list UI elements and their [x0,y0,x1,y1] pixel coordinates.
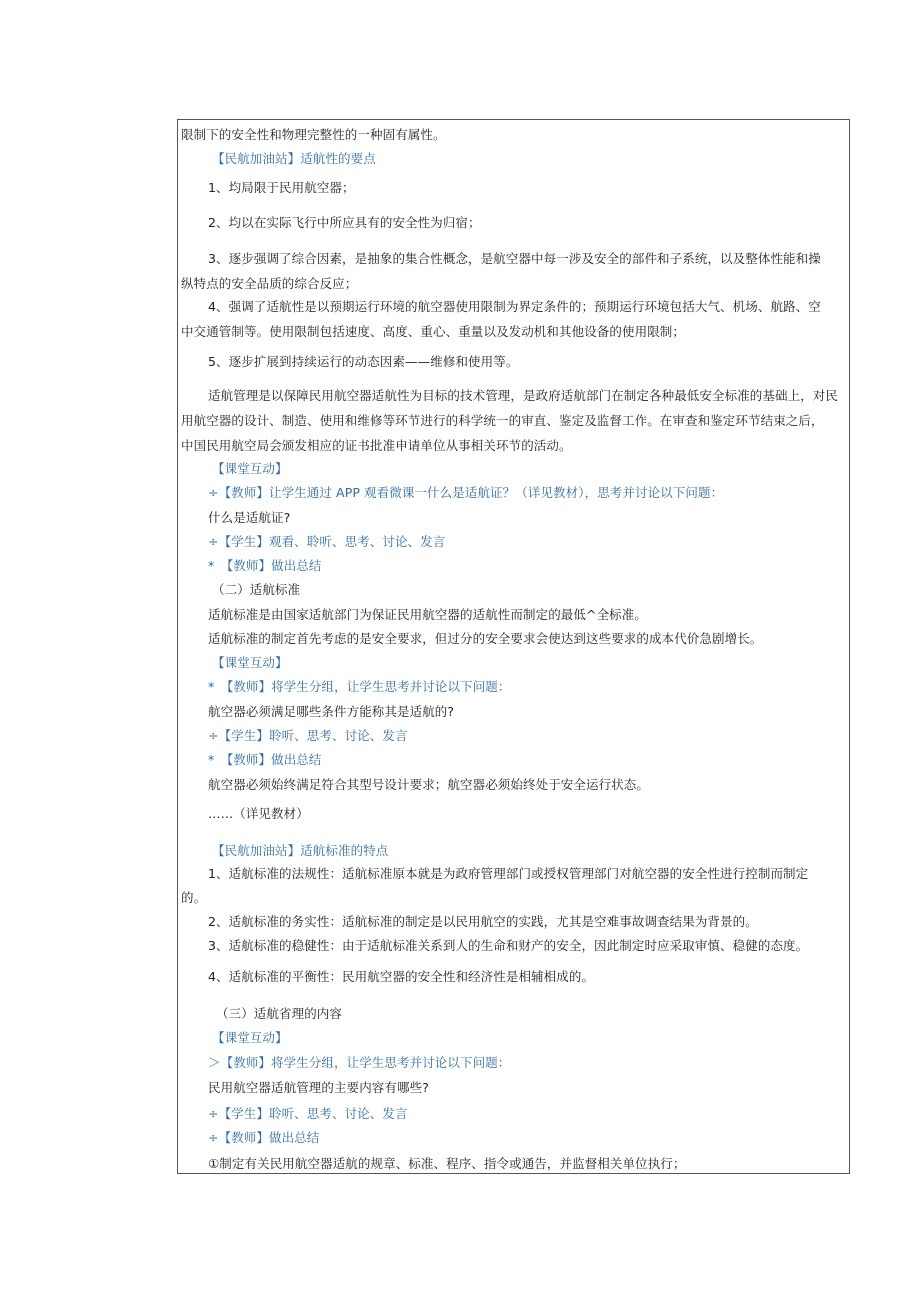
paragraph-line: 适航管理是以保障民用航空器适航性为目标的技术管理，是政府适航部门在制定各种最低安全标准的基础上，对民 [208,388,839,403]
student-activity: ÷【学生】聆听、思考、讨论、发言 [208,728,408,743]
list-item: 1、适航标准的法规性：适航标准原本就是为政府管理部门或授权管理部门对航空器的安全性进行控制而制定 [208,866,809,881]
paragraph-line: ……（详见教材） [208,806,309,821]
section-heading: 【民航加油站】适航性的要点 [212,151,376,166]
list-item: 1、均局限于民用航空器； [208,180,355,195]
list-item-continuation: 的。 [181,890,207,905]
section-heading: 【民航加油站】适航标准的特点 [212,843,389,858]
list-item: 4、适航标准的平衡性：民用航空器的安全性和经济性是相辅相成的。 [208,969,595,984]
list-item-continuation: 中交通管制等。使用限制包括速度、高度、重心、重量以及发动机和其他设备的使用限制； [181,324,686,339]
student-activity: ÷【学生】观看、聆听、思考、讨论、发言 [208,534,446,549]
subsection-heading: （三）适航省理的内容 [216,1006,343,1021]
list-item-continuation: 纵特点的安全品质的综合反应； [181,276,358,291]
paragraph-line: 中国民用航空局会颁发相应的证书批准申请单位从事相关环节的活动。 [181,438,572,453]
teacher-activity: ＞【教师】将学生分组，让学生思考并讨论以下问题： [208,1055,511,1070]
question-text: 民用航空器适航管理的主要内容有哪些? [208,1080,429,1095]
content-table-cell [177,119,850,1174]
list-item: 3、适航标准的稳健性：由于适航标准关系到人的生命和财产的安全，因此制定时应采取审慎、稳健的态度。 [208,938,809,953]
list-item: 5、逐步扩展到持续运行的动态因素——维修和使用等。 [208,354,519,369]
teacher-activity: * 【教师】将学生分组，让学生思考并讨论以下问题： [208,679,511,694]
list-item: ①制定有关民用航空器适航的规章、标准、程序、指令或通告，并监督相关单位执行； [208,1156,686,1171]
list-item: 4、强调了适航性是以预期运行环境的航空器使用限制为界定条件的；预期运行环境包括大气、机场、航路、空 [208,299,821,314]
teacher-activity: * 【教师】做出总结 [208,752,322,767]
question-text: 什么是适航证? [208,510,291,525]
section-heading: 【课堂互动】 [212,461,288,476]
student-activity: ÷【学生】聆听、思考、讨论、发言 [208,1106,408,1121]
paragraph-line: 限制下的安全性和物理完整性的一种固有属性。 [181,127,446,142]
paragraph-line: 用航空器的设计、制造、使用和维修等环节进行的科学统一的审直、鉴定及监督工作。在审查和鉴定环节结束之后， [181,413,824,428]
question-text: 航空器必须满足哪些条件方能称其是适航的? [208,704,455,719]
section-heading: 【课堂互动】 [212,655,288,670]
paragraph-line: 适航标准的制定首先考虑的是安全要求，但过分的安全要求会使达到这些要求的成本代价急剧增长。 [208,631,763,646]
teacher-activity: ÷【教师】做出总结 [208,1130,320,1145]
paragraph-line: 航空器必须始终满足符合其型号设计要求；航空器必须始终处于安全运行状态。 [208,777,650,792]
section-heading: 【课堂互动】 [212,1030,288,1045]
paragraph-line: 适航标准是由国家适航部门为保证民用航空器的适航性而制定的最低^全标准。 [208,607,647,622]
teacher-activity: ÷【教师】让学生通过 APP 观看微课一什么是适航证？（详见教材），思考并讨论以下问题： [208,485,724,500]
list-item: 2、均以在实际飞行中所应具有的安全性为归宿； [208,215,481,230]
list-item: 2、适航标准的务实性：适航标准的制定是以民用航空的实践，尤其是空难事故调查结果为背景的。 [208,914,758,929]
list-item: 3、逐步强调了综合因素，是抽象的集合性概念，是航空器中每一涉及安全的部件和子系统，以及整体性能和操 [208,251,821,266]
teacher-activity: * 【教师】做出总结 [208,558,322,573]
subsection-heading: （二）适航标准 [212,582,301,597]
